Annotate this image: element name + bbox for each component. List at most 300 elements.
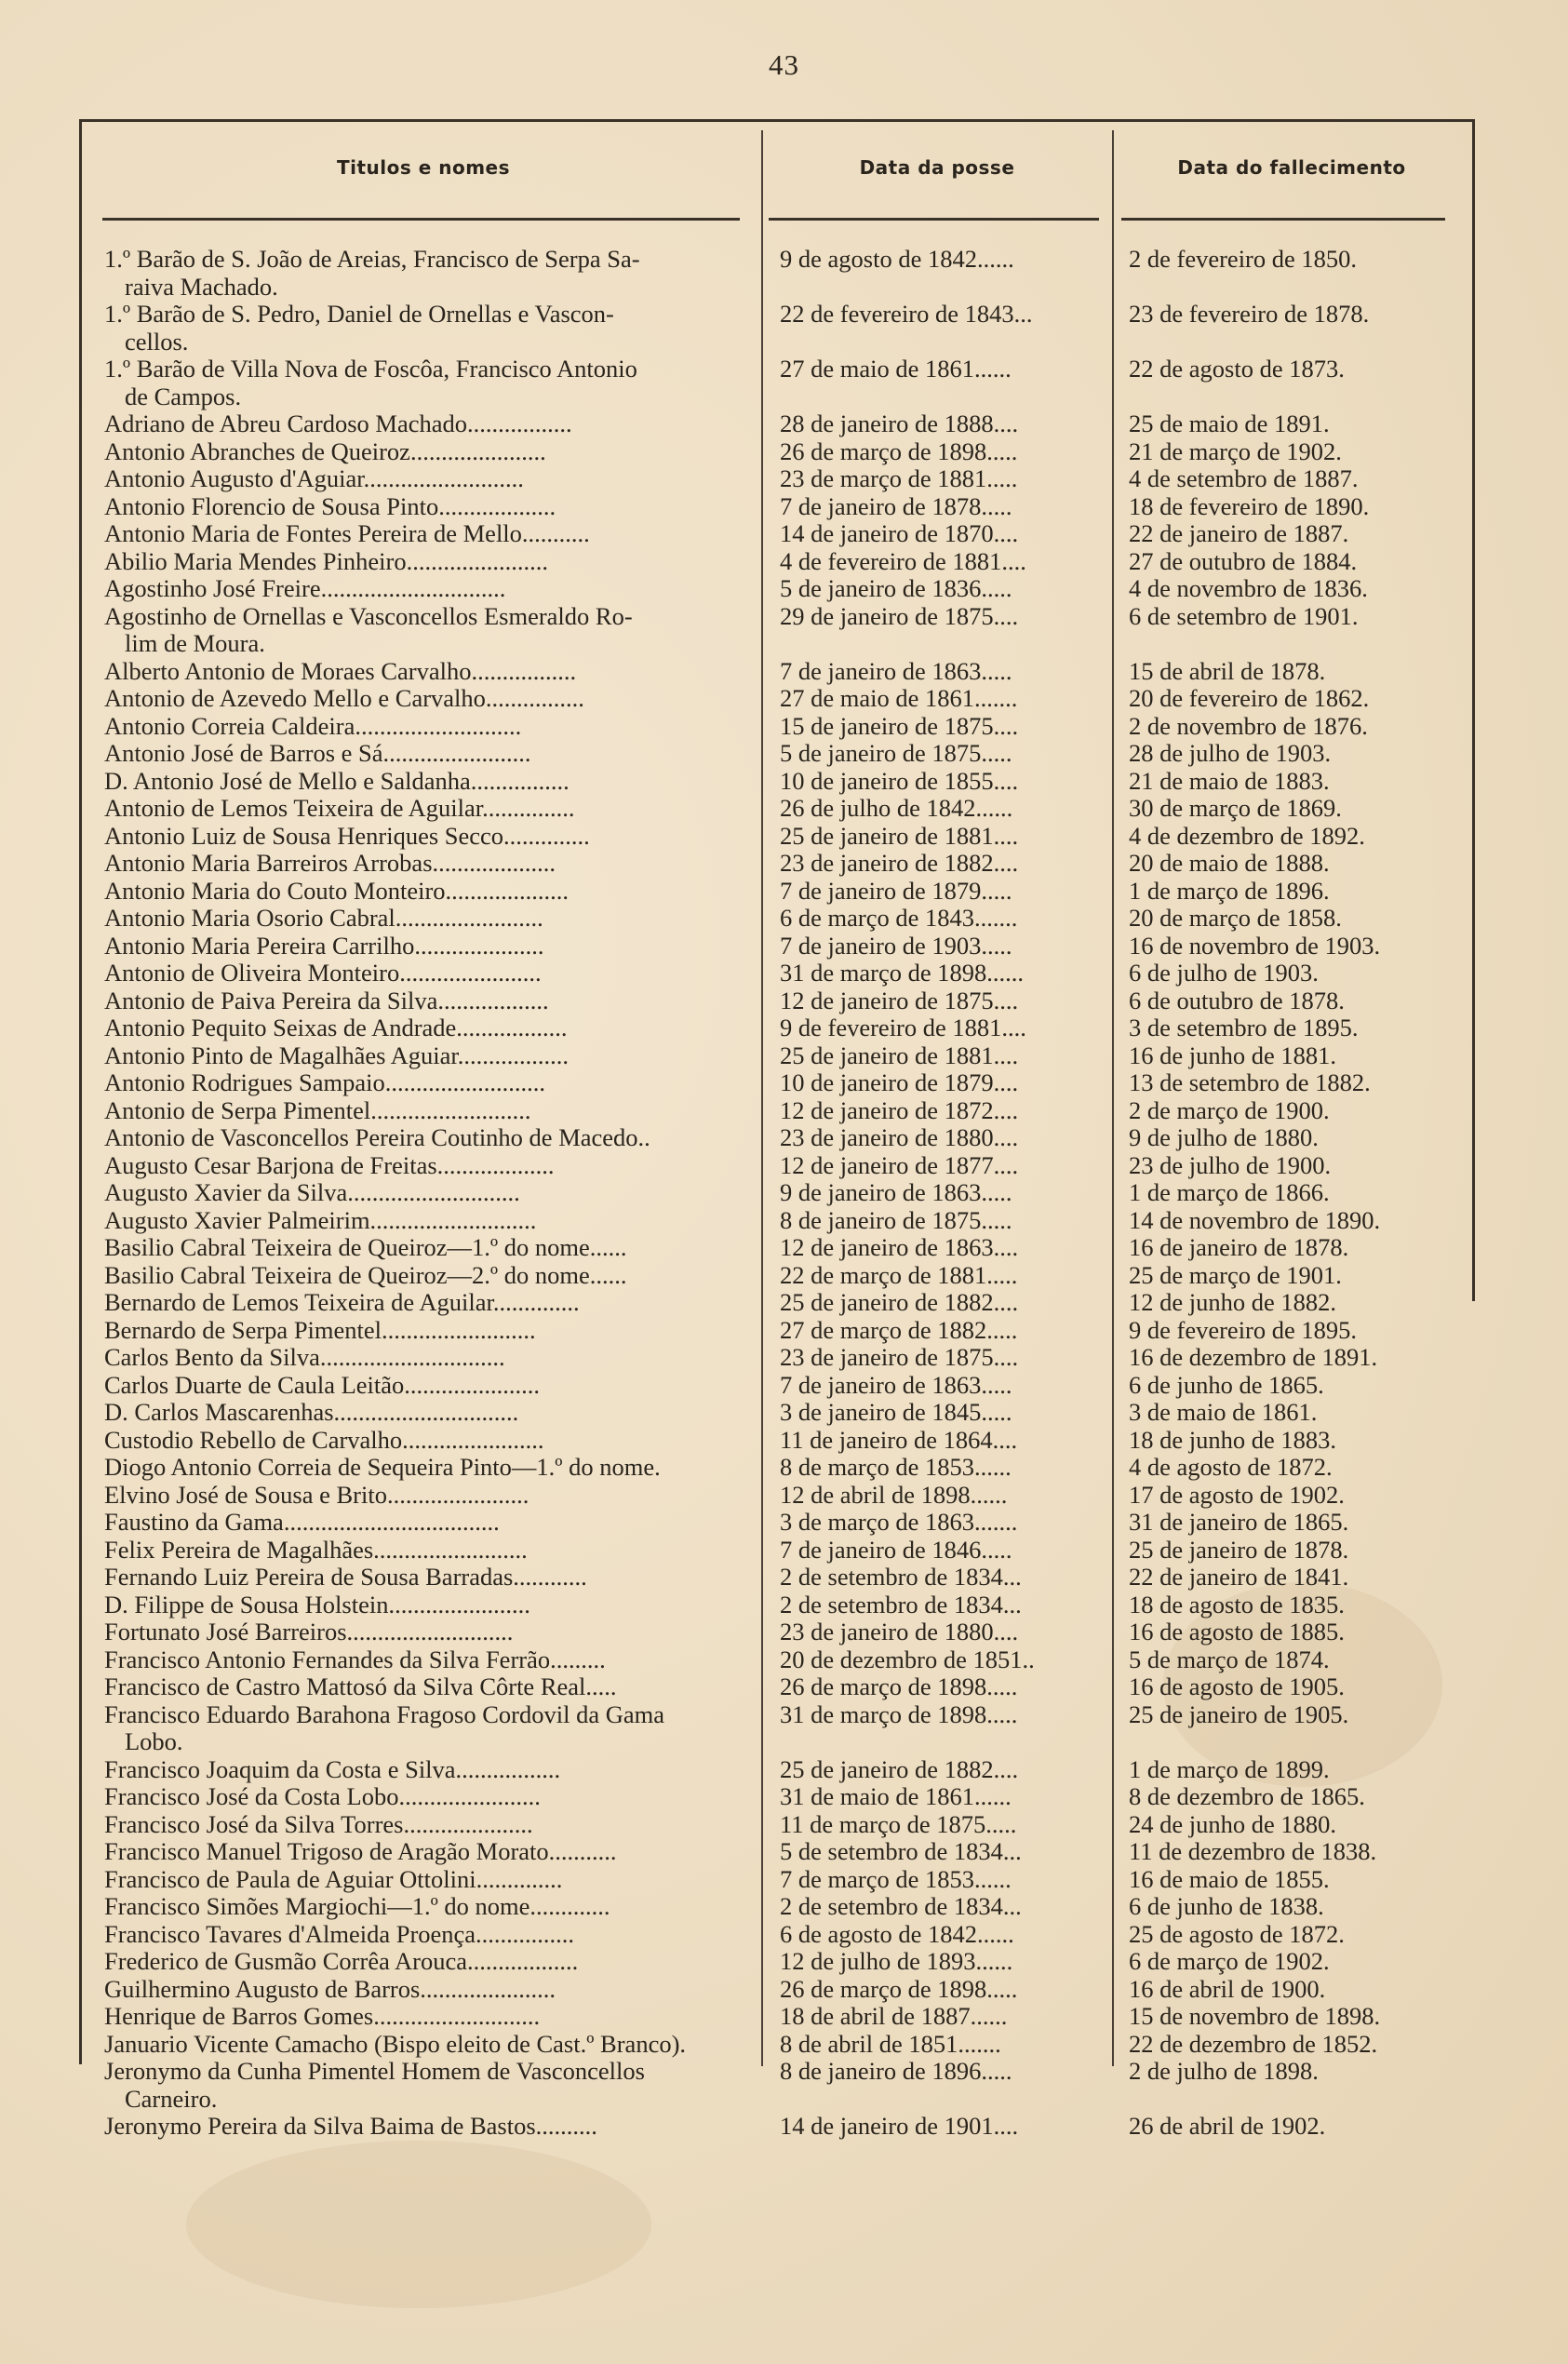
cell-data-posse: 27 de março de 1882..... bbox=[780, 1316, 1018, 1344]
cell-data-fallecimento: 6 de setembro de 1901. bbox=[1129, 601, 1359, 630]
table-row bbox=[0, 878, 1568, 906]
cell-data-posse: 26 de março de 1898..... bbox=[780, 1673, 1018, 1700]
name-text: Fernando Luiz Pereira de Sousa Barradas............ bbox=[104, 1563, 587, 1591]
cell-name bbox=[104, 850, 744, 878]
table-row bbox=[0, 1783, 1568, 1811]
cell-data-posse: 25 de janeiro de 1882.... bbox=[780, 1289, 1019, 1316]
name-text: Augusto Xavier Palmeirim........................... bbox=[104, 1205, 537, 1234]
cell-data-posse: 7 de março de 1853...... bbox=[780, 1865, 1012, 1893]
cell-data-fallecimento: 31 de janeiro de 1865. bbox=[1129, 1508, 1349, 1536]
name-text: Basilio Cabral Teixeira de Queiroz—2.º do nome...... bbox=[104, 1260, 627, 1289]
cell-data-fallecimento: 4 de agosto de 1872. bbox=[1129, 1453, 1333, 1481]
cell-name bbox=[104, 713, 744, 741]
name-text: 1.º Barão de S. Pedro, Daniel de Ornellas e Vascon- bbox=[104, 300, 614, 328]
cell-data-fallecimento: 24 de junho de 1880. bbox=[1129, 1809, 1337, 1838]
cell-data-fallecimento: 28 de julho de 1903. bbox=[1129, 739, 1332, 767]
table-row bbox=[0, 520, 1568, 548]
cell-name bbox=[104, 1289, 744, 1317]
table-row bbox=[0, 960, 1568, 987]
cell-data-fallecimento: 22 de janeiro de 1887. bbox=[1129, 519, 1349, 547]
cell-name bbox=[104, 1893, 744, 1921]
table-row bbox=[0, 2113, 1568, 2141]
cell-name bbox=[104, 520, 744, 548]
cell-data-posse: 26 de março de 1898..... bbox=[780, 437, 1018, 465]
cell-data-posse: 9 de janeiro de 1863..... bbox=[780, 1179, 1012, 1206]
table-row bbox=[0, 1701, 1568, 1756]
cell-data-posse: 22 de março de 1881..... bbox=[780, 1261, 1018, 1289]
table-row bbox=[0, 905, 1568, 933]
cell-data-fallecimento: 3 de maio de 1861. bbox=[1129, 1398, 1318, 1426]
header-titulos-e-nomes: Titulos e nomes bbox=[336, 156, 511, 179]
cell-name bbox=[104, 1701, 744, 1756]
name-text: Francisco Eduardo Barahona Fragoso Cordovil da Gama bbox=[104, 1699, 664, 1728]
table-row bbox=[0, 548, 1568, 576]
name-text: Januario Vicente Camacho (Bispo eleito de Cast.º Branco). bbox=[104, 2029, 687, 2058]
table-row bbox=[0, 795, 1568, 823]
table-row bbox=[0, 1537, 1568, 1565]
cell-name bbox=[104, 1482, 744, 1510]
name-text: D. Carlos Mascarenhas.............................. bbox=[104, 1398, 519, 1426]
cell-name bbox=[104, 1207, 744, 1235]
cell-name bbox=[104, 1344, 744, 1372]
cell-data-fallecimento: 21 de março de 1902. bbox=[1129, 437, 1342, 465]
cell-data-fallecimento: 8 de dezembro de 1865. bbox=[1129, 1782, 1365, 1810]
name-text: Antonio Florencio de Sousa Pinto................... bbox=[104, 491, 556, 520]
cell-data-posse: 2 de setembro de 1834... bbox=[780, 1893, 1022, 1920]
name-text: Francisco José da Costa Lobo....................... bbox=[104, 1782, 541, 1810]
cell-data-posse: 27 de maio de 1861...... bbox=[780, 356, 1012, 383]
cell-data-fallecimento: 16 de novembro de 1903. bbox=[1129, 931, 1381, 960]
cell-name bbox=[104, 1948, 744, 1976]
cell-data-posse: 12 de janeiro de 1877.... bbox=[780, 1151, 1019, 1179]
cell-data-fallecimento: 6 de junho de 1865. bbox=[1129, 1370, 1324, 1399]
cell-data-posse: 7 de janeiro de 1846..... bbox=[780, 1536, 1012, 1564]
name-text: Agostinho de Ornellas e Vasconcellos Esmeraldo Ro- bbox=[104, 601, 633, 630]
cell-data-fallecimento: 26 de abril de 1902. bbox=[1129, 2112, 1326, 2140]
name-text: Antonio de Vasconcellos Pereira Coutinho de Macedo.. bbox=[104, 1123, 650, 1151]
name-text: Felix Pereira de Magalhães......................... bbox=[104, 1535, 528, 1564]
cell-name bbox=[104, 960, 744, 987]
cell-data-fallecimento: 1 de março de 1866. bbox=[1129, 1178, 1330, 1206]
cell-name bbox=[104, 685, 744, 713]
cell-name bbox=[104, 1537, 744, 1565]
table-row bbox=[0, 1921, 1568, 1949]
cell-data-posse: 23 de janeiro de 1880.... bbox=[780, 1124, 1019, 1151]
cell-name bbox=[104, 1069, 744, 1097]
cell-data-posse: 7 de janeiro de 1903..... bbox=[780, 932, 1012, 960]
table-row bbox=[0, 1866, 1568, 1894]
cell-data-fallecimento: 18 de fevereiro de 1890. bbox=[1129, 491, 1370, 520]
name-text: Antonio de Azevedo Mello e Carvalho................ bbox=[104, 684, 584, 712]
cell-data-posse: 23 de janeiro de 1880.... bbox=[780, 1619, 1019, 1645]
cell-data-fallecimento: 25 de janeiro de 1878. bbox=[1129, 1535, 1349, 1564]
table-row bbox=[0, 1592, 1568, 1619]
cell-name bbox=[104, 740, 744, 768]
cell-name bbox=[104, 658, 744, 686]
table-row bbox=[0, 575, 1568, 603]
cell-name bbox=[104, 410, 744, 438]
cell-data-fallecimento: 11 de dezembro de 1838. bbox=[1129, 1837, 1377, 1865]
name-text: Antonio Augusto d'Aguiar.......................... bbox=[104, 464, 524, 492]
name-text: 1.º Barão de Villa Nova de Foscôa, Francisco Antonio bbox=[104, 355, 637, 383]
name-text: Antonio de Paiva Pereira da Silva.................. bbox=[104, 986, 549, 1014]
table-row bbox=[0, 1289, 1568, 1317]
name-text: Antonio Pequito Seixas de Andrade.................. bbox=[104, 1014, 568, 1041]
cell-data-fallecimento: 27 de outubro de 1884. bbox=[1129, 546, 1358, 575]
cell-name bbox=[104, 548, 744, 576]
cell-data-posse: 5 de setembro de 1834... bbox=[780, 1838, 1022, 1865]
table-row bbox=[0, 1069, 1568, 1097]
table-row bbox=[0, 1399, 1568, 1427]
cell-name bbox=[104, 603, 744, 658]
cell-data-posse: 4 de fevereiro de 1881.... bbox=[780, 547, 1026, 575]
page-number: 43 bbox=[769, 48, 799, 81]
cell-data-posse: 8 de janeiro de 1896..... bbox=[780, 2058, 1012, 2085]
name-text: Basilio Cabral Teixeira de Queiroz—1.º do nome...... bbox=[104, 1233, 627, 1261]
cell-data-fallecimento: 22 de dezembro de 1852. bbox=[1129, 2029, 1378, 2058]
cell-name bbox=[104, 987, 744, 1015]
cell-data-fallecimento: 2 de julho de 1898. bbox=[1129, 2057, 1319, 2085]
cell-data-fallecimento: 18 de agosto de 1835. bbox=[1129, 1590, 1345, 1619]
cell-name bbox=[104, 1014, 744, 1042]
cell-data-fallecimento: 2 de novembro de 1876. bbox=[1129, 711, 1368, 740]
table-row bbox=[0, 850, 1568, 878]
cell-name bbox=[104, 1509, 744, 1537]
name-text: 1.º Barão de S. João de Areias, Francisco de Serpa Sa- bbox=[104, 245, 640, 273]
table-row bbox=[0, 1673, 1568, 1701]
cell-data-posse: 10 de janeiro de 1855.... bbox=[780, 767, 1019, 795]
cell-data-fallecimento: 16 de junho de 1881. bbox=[1129, 1041, 1337, 1069]
cell-data-posse: 9 de fevereiro de 1881.... bbox=[780, 1014, 1026, 1041]
name-text: Antonio de Lemos Teixeira de Aguilar............... bbox=[104, 794, 575, 822]
cell-name bbox=[104, 1097, 744, 1125]
cell-data-fallecimento: 17 de agosto de 1902. bbox=[1129, 1480, 1345, 1509]
paper-stain bbox=[186, 2141, 651, 2308]
name-continuation: cellos. bbox=[125, 327, 189, 356]
cell-name bbox=[104, 1454, 744, 1482]
name-text: Antonio de Oliveira Monteiro....................... bbox=[104, 959, 542, 987]
cell-name bbox=[104, 905, 744, 933]
name-text: Jeronymo da Cunha Pimentel Homem de Vasconcellos bbox=[104, 2057, 645, 2085]
cell-data-posse: 26 de julho de 1842...... bbox=[780, 795, 1013, 822]
cell-data-fallecimento: 15 de novembro de 1898. bbox=[1129, 2002, 1381, 2030]
table-row bbox=[0, 1976, 1568, 2004]
cell-name bbox=[104, 356, 744, 410]
cell-data-fallecimento: 20 de fevereiro de 1862. bbox=[1129, 684, 1370, 712]
cell-data-fallecimento: 15 de abril de 1878. bbox=[1129, 656, 1326, 685]
cell-data-fallecimento: 21 de maio de 1883. bbox=[1129, 766, 1330, 795]
table-row bbox=[0, 1454, 1568, 1482]
cell-data-fallecimento: 9 de julho de 1880. bbox=[1129, 1123, 1319, 1151]
table-row bbox=[0, 301, 1568, 356]
cell-data-fallecimento: 2 de março de 1900. bbox=[1129, 1095, 1330, 1124]
cell-data-posse: 25 de janeiro de 1882.... bbox=[780, 1755, 1019, 1783]
cell-name bbox=[104, 246, 744, 301]
table-row bbox=[0, 1042, 1568, 1070]
cell-name bbox=[104, 1866, 744, 1894]
name-text: Adriano de Abreu Cardoso Machado................. bbox=[104, 410, 572, 437]
cell-data-posse: 28 de janeiro de 1888.... bbox=[780, 410, 1019, 437]
name-text: Augusto Cesar Barjona de Freitas................... bbox=[104, 1150, 555, 1179]
name-text: Diogo Antonio Correia de Sequeira Pinto—1.º do nome. bbox=[104, 1453, 661, 1481]
table-row bbox=[0, 356, 1568, 410]
cell-name bbox=[104, 1399, 744, 1427]
table-row bbox=[0, 410, 1568, 438]
cell-name bbox=[104, 933, 744, 960]
cell-data-fallecimento: 23 de julho de 1900. bbox=[1129, 1150, 1332, 1179]
cell-name bbox=[104, 301, 744, 356]
cell-data-posse: 12 de abril de 1898...... bbox=[780, 1481, 1008, 1509]
name-continuation: Carneiro. bbox=[125, 2084, 218, 2113]
name-continuation: Lobo. bbox=[125, 1727, 183, 1755]
cell-data-fallecimento: 25 de maio de 1891. bbox=[1129, 410, 1330, 437]
name-text: Antonio Abranches de Queiroz...................... bbox=[104, 437, 546, 465]
table-row bbox=[0, 1097, 1568, 1125]
cell-data-posse: 26 de março de 1898..... bbox=[780, 1975, 1018, 2003]
name-text: Francisco Antonio Fernandes da Silva Ferrão......... bbox=[104, 1645, 606, 1673]
cell-name bbox=[104, 795, 744, 823]
cell-data-posse: 20 de dezembro de 1851.. bbox=[780, 1645, 1035, 1673]
table-row bbox=[0, 1262, 1568, 1290]
cell-data-posse: 8 de abril de 1851....... bbox=[780, 2030, 1001, 2058]
cell-data-fallecimento: 2 de fevereiro de 1850. bbox=[1129, 245, 1358, 273]
cell-data-fallecimento: 6 de julho de 1903. bbox=[1129, 959, 1319, 987]
cell-data-posse: 8 de janeiro de 1875..... bbox=[780, 1206, 1012, 1234]
cell-data-fallecimento: 25 de agosto de 1872. bbox=[1129, 1919, 1345, 1948]
cell-name bbox=[104, 575, 744, 603]
cell-data-fallecimento: 4 de novembro de 1836. bbox=[1129, 574, 1368, 602]
cell-name bbox=[104, 1921, 744, 1949]
cell-data-fallecimento: 20 de março de 1858. bbox=[1129, 904, 1342, 932]
cell-name bbox=[104, 1372, 744, 1400]
cell-data-posse: 12 de janeiro de 1875.... bbox=[780, 987, 1019, 1014]
table-row bbox=[0, 2031, 1568, 2059]
cell-data-posse: 18 de abril de 1887...... bbox=[780, 2003, 1008, 2030]
name-text: Francisco Joaquim da Costa e Silva................. bbox=[104, 1754, 561, 1783]
cell-data-fallecimento: 1 de março de 1896. bbox=[1129, 876, 1330, 905]
name-text: Francisco Simões Margiochi—1.º do nome............. bbox=[104, 1892, 610, 1920]
cell-data-posse: 12 de janeiro de 1863.... bbox=[780, 1234, 1019, 1261]
cell-data-posse: 10 de janeiro de 1879.... bbox=[780, 1069, 1019, 1096]
cell-name bbox=[104, 1646, 744, 1674]
name-text: Agostinho José Freire.............................. bbox=[104, 574, 506, 602]
cell-data-fallecimento: 22 de janeiro de 1841. bbox=[1129, 1563, 1349, 1591]
cell-data-fallecimento: 5 de março de 1874. bbox=[1129, 1645, 1330, 1673]
name-text: Bernardo de Serpa Pimentel......................... bbox=[104, 1315, 536, 1344]
name-text: Antonio Correia Caldeira........................... bbox=[104, 711, 522, 740]
cell-data-posse: 12 de janeiro de 1872.... bbox=[780, 1096, 1019, 1124]
name-text: Abilio Maria Mendes Pinheiro....................... bbox=[104, 546, 548, 575]
name-text: Henrique de Barros Gomes........................... bbox=[104, 2002, 541, 2030]
cell-data-fallecimento: 1 de março de 1899. bbox=[1129, 1754, 1330, 1783]
cell-data-posse: 31 de março de 1898..... bbox=[780, 1700, 1018, 1728]
name-text: Francisco Tavares d'Almeida Proença................ bbox=[104, 1919, 575, 1948]
cell-name bbox=[104, 493, 744, 521]
cell-data-fallecimento: 16 de agosto de 1885. bbox=[1129, 1618, 1345, 1645]
cell-name bbox=[104, 1564, 744, 1592]
cell-data-fallecimento: 4 de dezembro de 1892. bbox=[1129, 821, 1365, 850]
header-data-da-posse: Data da posse bbox=[859, 156, 1015, 179]
cell-data-posse: 6 de março de 1843....... bbox=[780, 905, 1018, 932]
cell-data-fallecimento: 3 de setembro de 1895. bbox=[1129, 1014, 1359, 1041]
header-rule bbox=[769, 218, 1099, 221]
cell-data-fallecimento: 6 de março de 1902. bbox=[1129, 1947, 1330, 1975]
cell-data-posse: 7 de janeiro de 1878..... bbox=[780, 492, 1012, 520]
table-row bbox=[0, 1124, 1568, 1152]
cell-name bbox=[104, 1756, 744, 1784]
name-text: Francisco de Paula de Aguiar Ottolini.............. bbox=[104, 1864, 563, 1893]
cell-data-fallecimento: 6 de junho de 1838. bbox=[1129, 1892, 1324, 1920]
cell-data-fallecimento: 14 de novembro de 1890. bbox=[1129, 1205, 1381, 1234]
name-text: Antonio José de Barros e Sá........................ bbox=[104, 739, 531, 767]
table-row bbox=[0, 493, 1568, 521]
table-body bbox=[0, 246, 1568, 2141]
cell-data-fallecimento: 20 de maio de 1888. bbox=[1129, 849, 1330, 877]
cell-data-posse: 2 de setembro de 1834... bbox=[780, 1591, 1022, 1619]
cell-data-fallecimento: 25 de março de 1901. bbox=[1129, 1260, 1342, 1289]
table-row bbox=[0, 740, 1568, 768]
table-row bbox=[0, 1948, 1568, 1976]
cell-name bbox=[104, 1976, 744, 2004]
cell-name bbox=[104, 768, 744, 796]
cell-name bbox=[104, 823, 744, 851]
cell-name bbox=[104, 2003, 744, 2031]
name-text: Antonio Pinto de Magalhães Aguiar.................. bbox=[104, 1041, 570, 1069]
cell-data-fallecimento: 16 de janeiro de 1878. bbox=[1129, 1233, 1349, 1261]
table-row bbox=[0, 987, 1568, 1015]
table-row bbox=[0, 1207, 1568, 1235]
table-row bbox=[0, 685, 1568, 713]
name-text: Francisco José da Silva Torres..................... bbox=[104, 1809, 533, 1838]
cell-data-posse: 11 de março de 1875..... bbox=[780, 1810, 1017, 1838]
cell-name bbox=[104, 438, 744, 466]
cell-data-posse: 22 de fevereiro de 1843... bbox=[780, 301, 1033, 328]
table-row bbox=[0, 1234, 1568, 1262]
cell-data-posse: 12 de julho de 1893...... bbox=[780, 1948, 1013, 1975]
table-row bbox=[0, 1564, 1568, 1592]
header-rule bbox=[102, 218, 740, 221]
header-data-do-fallecimento: Data do fallecimento bbox=[1177, 156, 1406, 179]
cell-data-fallecimento: 16 de abril de 1900. bbox=[1129, 1974, 1326, 2003]
cell-name bbox=[104, 1811, 744, 1839]
cell-data-posse: 14 de janeiro de 1901.... bbox=[780, 2113, 1019, 2140]
cell-name bbox=[104, 1592, 744, 1619]
table-row bbox=[0, 1482, 1568, 1510]
name-text: Antonio Maria Barreiros Arrobas.................... bbox=[104, 849, 556, 877]
cell-name bbox=[104, 1124, 744, 1152]
name-text: Bernardo de Lemos Teixeira de Aguilar.............. bbox=[104, 1288, 580, 1316]
name-continuation: de Campos. bbox=[125, 382, 242, 410]
cell-data-fallecimento: 16 de maio de 1855. bbox=[1129, 1864, 1330, 1893]
table-row bbox=[0, 1317, 1568, 1345]
table-row bbox=[0, 438, 1568, 466]
cell-data-posse: 25 de janeiro de 1881.... bbox=[780, 1041, 1019, 1069]
cell-data-posse: 14 de janeiro de 1870.... bbox=[780, 520, 1019, 547]
table-row bbox=[0, 246, 1568, 301]
table-row bbox=[0, 1838, 1568, 1866]
table-row bbox=[0, 1179, 1568, 1207]
cell-data-posse: 3 de janeiro de 1845..... bbox=[780, 1399, 1012, 1426]
cell-data-posse: 23 de março de 1881..... bbox=[780, 465, 1018, 492]
name-continuation: lim de Moura. bbox=[125, 629, 265, 657]
cell-data-posse: 9 de agosto de 1842...... bbox=[780, 246, 1014, 273]
table-row bbox=[0, 1756, 1568, 1784]
table-row bbox=[0, 465, 1568, 493]
name-text: Antonio Rodrigues Sampaio.......................... bbox=[104, 1068, 546, 1096]
name-text: Francisco Manuel Trigoso de Aragão Morato........... bbox=[104, 1837, 617, 1865]
cell-data-fallecimento: 12 de junho de 1882. bbox=[1129, 1288, 1337, 1316]
name-text: Alberto Antonio de Moraes Carvalho................. bbox=[104, 656, 577, 685]
cell-data-posse: 8 de março de 1853...... bbox=[780, 1454, 1012, 1481]
cell-data-posse: 5 de janeiro de 1875..... bbox=[780, 740, 1012, 767]
cell-data-fallecimento: 22 de agosto de 1873. bbox=[1129, 355, 1345, 383]
name-text: Antonio Luiz de Sousa Henriques Secco.............. bbox=[104, 821, 590, 850]
name-text: Antonio Maria de Fontes Pereira de Mello........... bbox=[104, 519, 590, 547]
table-frame-top bbox=[79, 119, 1475, 122]
name-text: D. Filippe de Sousa Holstein....................... bbox=[104, 1590, 530, 1619]
name-text: Guilhermino Augusto de Barros...................... bbox=[104, 1974, 556, 2003]
cell-data-posse: 7 de janeiro de 1863..... bbox=[780, 657, 1012, 685]
cell-name bbox=[104, 1427, 744, 1455]
cell-data-fallecimento: 16 de dezembro de 1891. bbox=[1129, 1343, 1378, 1371]
name-text: Custodio Rebello de Carvalho....................... bbox=[104, 1425, 544, 1454]
cell-data-posse: 15 de janeiro de 1875.... bbox=[780, 712, 1019, 740]
name-text: Augusto Xavier da Silva............................ bbox=[104, 1178, 520, 1206]
cell-data-posse: 2 de setembro de 1834... bbox=[780, 1564, 1022, 1591]
table-row bbox=[0, 768, 1568, 796]
name-text: Jeronymo Pereira da Silva Baima de Bastos.......... bbox=[104, 2112, 597, 2140]
table-row bbox=[0, 713, 1568, 741]
cell-name bbox=[104, 2031, 744, 2059]
cell-name bbox=[104, 1042, 744, 1070]
cell-data-posse: 25 de janeiro de 1881.... bbox=[780, 822, 1019, 850]
table-row bbox=[0, 1811, 1568, 1839]
cell-data-fallecimento: 13 de setembro de 1882. bbox=[1129, 1068, 1371, 1096]
name-text: Francisco de Castro Mattosó da Silva Côrte Real..... bbox=[104, 1672, 617, 1700]
cell-data-fallecimento: 6 de outubro de 1878. bbox=[1129, 986, 1345, 1014]
cell-data-posse: 31 de maio de 1861...... bbox=[780, 1783, 1012, 1810]
cell-name bbox=[104, 1317, 744, 1345]
table-row bbox=[0, 658, 1568, 686]
cell-name bbox=[104, 1179, 744, 1207]
cell-data-fallecimento: 23 de fevereiro de 1878. bbox=[1129, 300, 1370, 328]
table-row bbox=[0, 1344, 1568, 1372]
table-row bbox=[0, 933, 1568, 960]
cell-name bbox=[104, 1152, 744, 1180]
table-row bbox=[0, 1014, 1568, 1042]
cell-data-posse: 3 de março de 1863....... bbox=[780, 1509, 1018, 1536]
table-row bbox=[0, 1893, 1568, 1921]
table-row bbox=[0, 823, 1568, 851]
name-text: Carlos Bento da Silva.............................. bbox=[104, 1343, 505, 1371]
name-text: Antonio Maria do Couto Monteiro.................... bbox=[104, 876, 570, 905]
name-text: Faustino da Gama................................... bbox=[104, 1508, 500, 1536]
table-row bbox=[0, 603, 1568, 658]
table-row bbox=[0, 1152, 1568, 1180]
cell-data-posse: 31 de março de 1898...... bbox=[780, 960, 1024, 987]
name-text: Elvino José de Sousa e Brito....................... bbox=[104, 1480, 529, 1509]
cell-name bbox=[104, 1262, 744, 1290]
cell-data-posse: 23 de janeiro de 1875.... bbox=[780, 1344, 1019, 1371]
cell-name bbox=[104, 1619, 744, 1646]
table-row bbox=[0, 1427, 1568, 1455]
name-text: D. Antonio José de Mello e Saldanha................ bbox=[104, 766, 570, 795]
table-row bbox=[0, 2058, 1568, 2113]
cell-data-fallecimento: 16 de agosto de 1905. bbox=[1129, 1672, 1345, 1700]
name-continuation: raiva Machado. bbox=[125, 272, 278, 301]
cell-data-posse: 27 de maio de 1861....... bbox=[780, 685, 1018, 712]
cell-name bbox=[104, 1673, 744, 1701]
